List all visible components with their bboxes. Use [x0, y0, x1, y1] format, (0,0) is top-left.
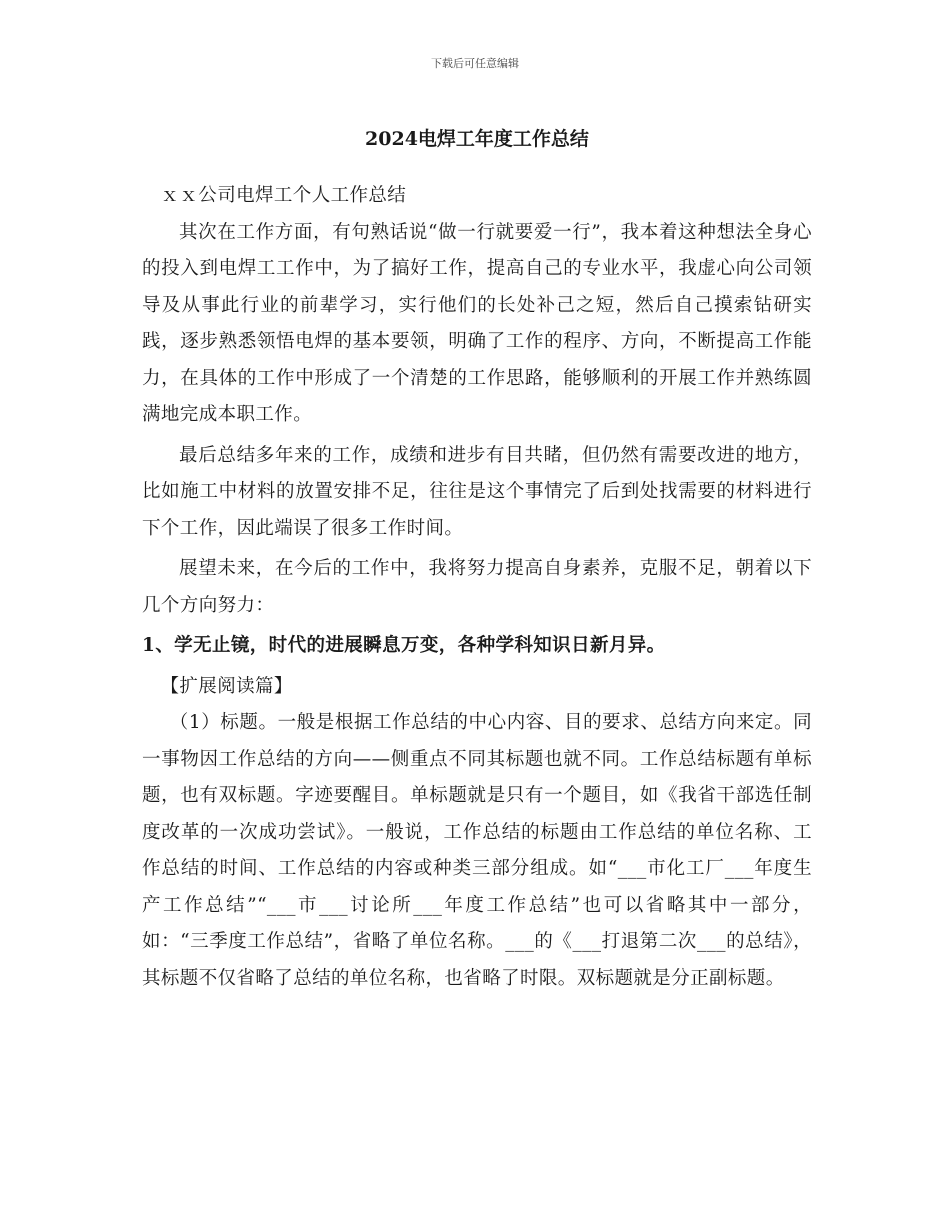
paragraph-point-1: 1、学无止镜，时代的进展瞬息万变，各种学科知识日新月异。: [142, 635, 666, 656]
paragraph-outlook: 展望未来，在今后的工作中，我将努力提高自身素养，克服不足，朝着以下几个方向努力：: [142, 558, 812, 616]
page-header: 下载后可任意编辑: [431, 57, 519, 70]
document-title: 2024电焊工年度工作总结: [365, 128, 589, 150]
paragraph-title-explanation: （1）标题。一般是根据工作总结的中心内容、目的要求、总结方向来定。同一事物因工作总结的方向——侧重点不同其标题也就不同。工作总结标题有单标题，也有双标题。字迹要醒目。单标题就是只有一个题目，如《我省干部选任制度改革的一次成功尝试》。一般说，工作总结的标题由工作总结的单位名称、工作总结的时间、工作总结的内容或种类三部分组成。如“___市化工厂___年度生产工作总结”“___市___讨论所___年度工作总结”也可以省略其中一部分，如：“三季度工作总结”，省略了单位名称。___的《___打退第二次___的总结》，其标题不仅省略了总结的单位名称，也省略了时限。双标题就是分正副标题。: [142, 712, 812, 989]
paragraph-work: 其次在工作方面，有句熟话说“做一行就要爱一行”，我本着这种想法全身心的投入到电焊工工作中，为了搞好工作，提高自己的专业水平，我虚心向公司领导及从事此行业的前辈学习，实行他们的长处补己之短，然后自己摸索钻研实践，逐步熟悉领悟电焊的基本要领，明确了工作的程序、方向，不断提高工作能力，在具体的工作中形成了一个清楚的工作思路，能够顺利的开展工作并熟练圆满地完成本职工作。: [142, 221, 812, 425]
paragraph-subtitle: ｘｘ公司电焊工个人工作总结: [160, 185, 407, 206]
extended-reading-heading: 【扩展阅读篇】: [160, 675, 293, 697]
paragraph-summary: 最后总结多年来的工作，成绩和进步有目共睹，但仍然有需要改进的地方，比如施工中材料的放置安排不足，往往是这个事情完了后到处找需要的材料进行下个工作，因此端误了很多工作时间。: [142, 444, 812, 539]
document-body: [142, 122, 812, 997]
